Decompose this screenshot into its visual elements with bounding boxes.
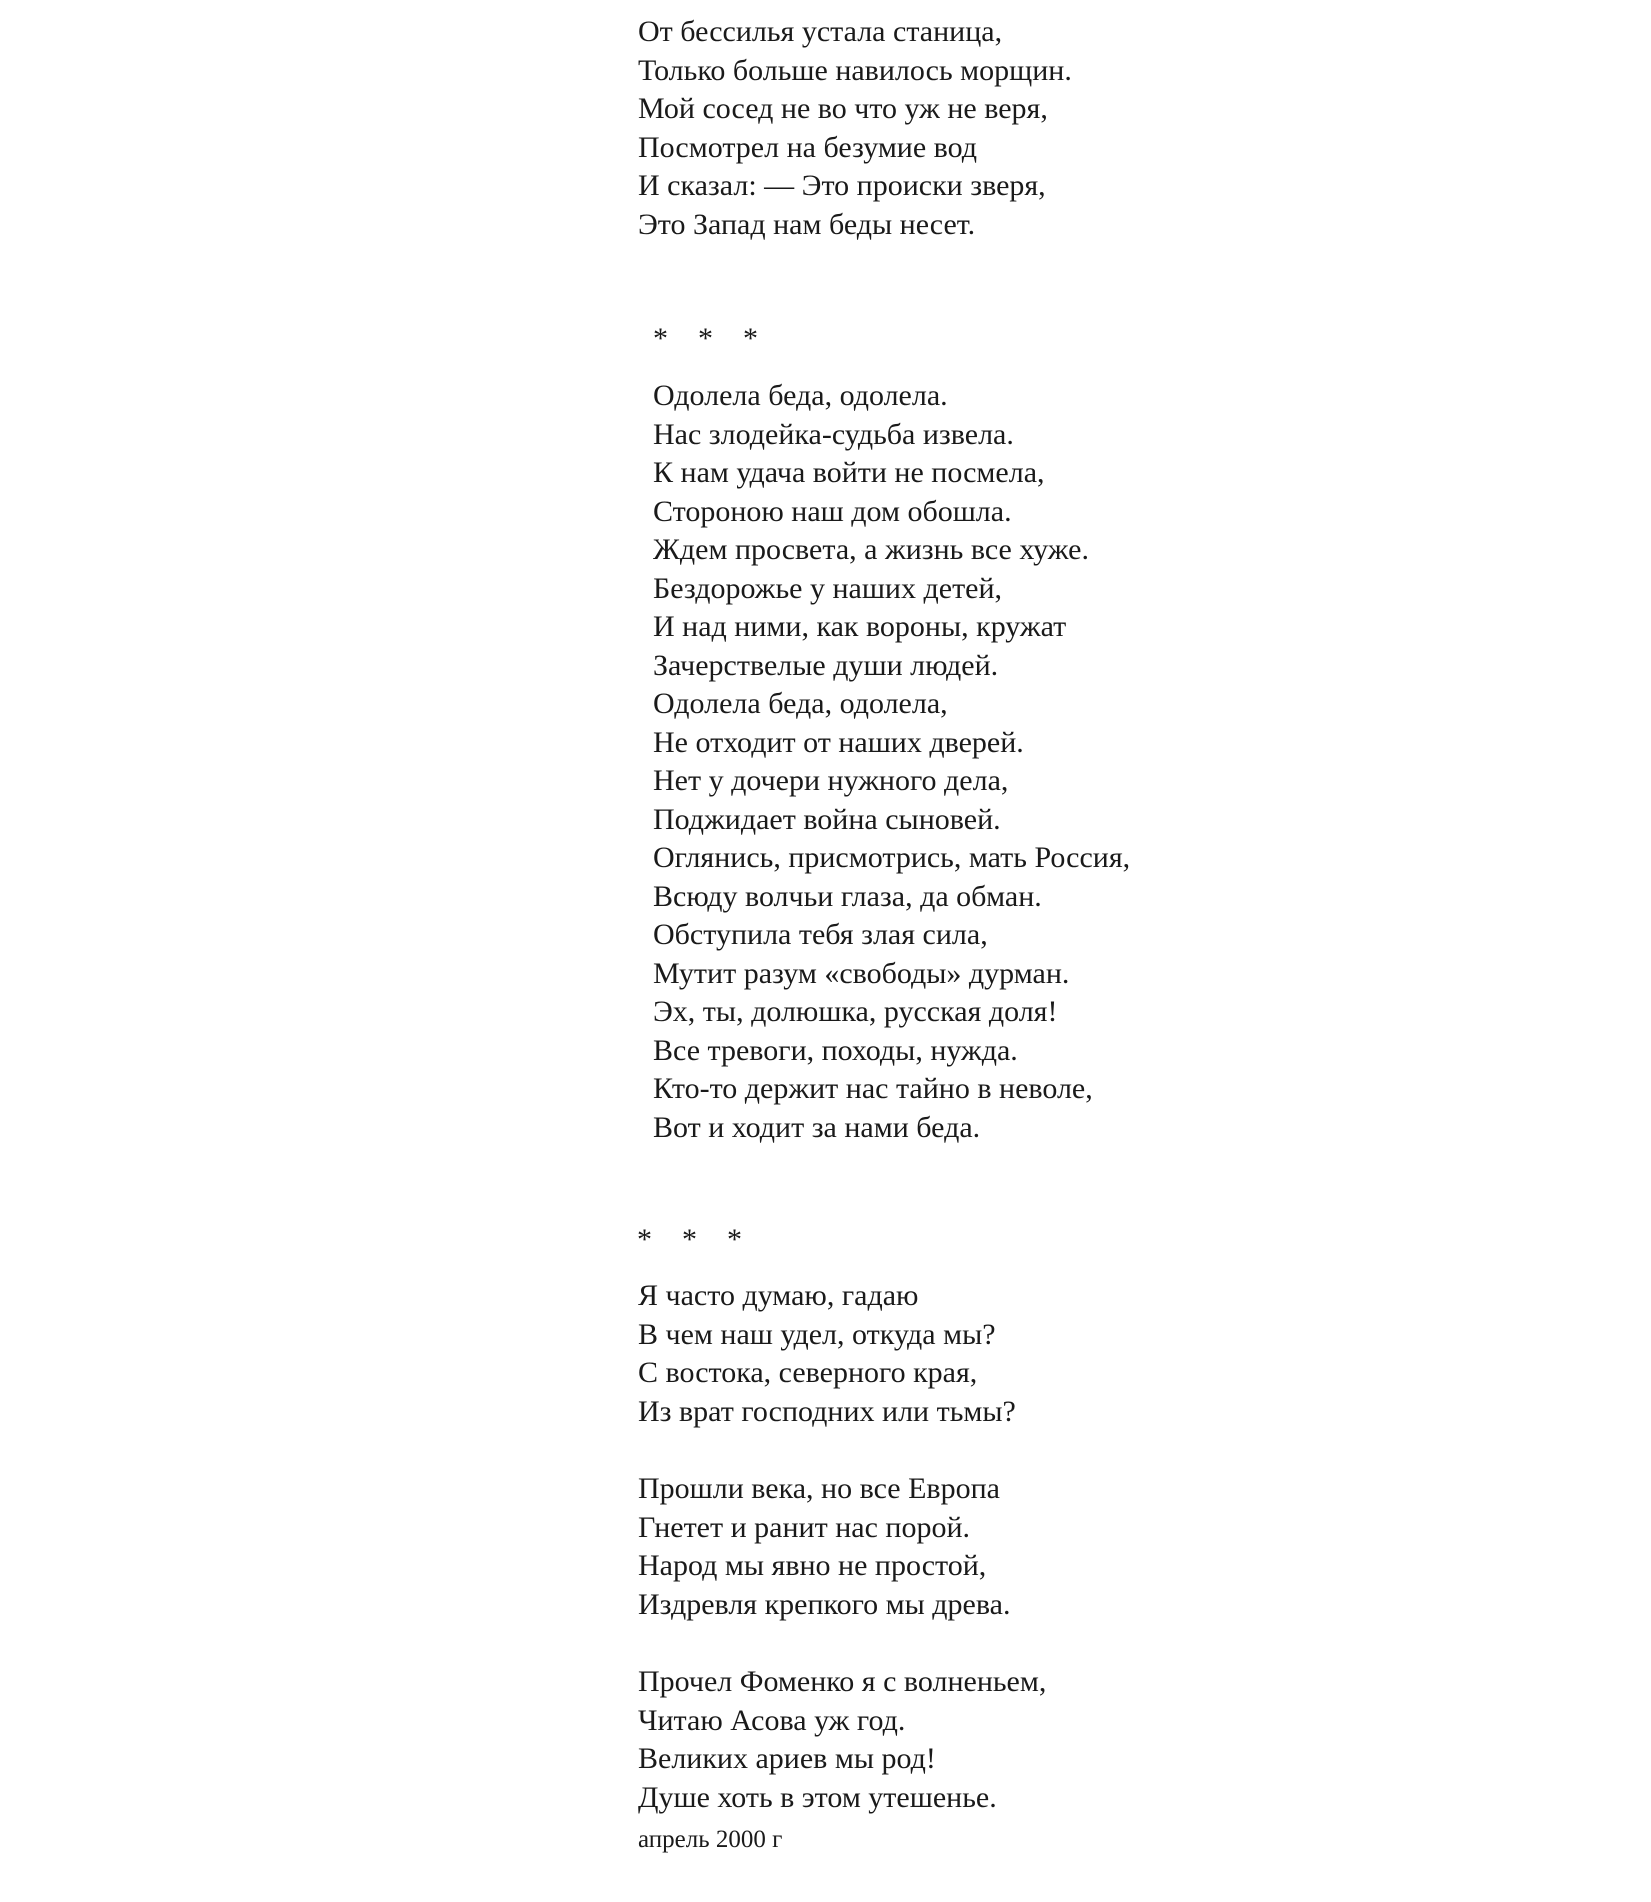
verse-line: С востока, северного края, (638, 1356, 978, 1389)
verse-line: К нам удача войти не посмела, (653, 456, 1045, 489)
poem-date: апрель 2000 г (638, 1826, 783, 1853)
verse-line: Народ мы явно не простой, (638, 1549, 987, 1582)
verse-line: Не отходит от наших дверей. (653, 725, 1024, 759)
verse-line: От бессилья устала станица, (638, 15, 1003, 48)
section-separator: * * * (653, 322, 758, 355)
verse-line: Всюду волчьи глаза, да обман. (653, 879, 1042, 913)
verse-line: Мутит разум «свободы» дурман. (653, 956, 1070, 990)
verse-line: Читаю Асова уж год. (638, 1703, 906, 1737)
stanza-2 (653, 377, 1130, 1147)
verse-line: Оглянись, присмотрись, мать Россия, (653, 841, 1131, 874)
verse-line: Нас злодейка-судьба извела. (653, 417, 1014, 451)
verse-line: Ждем просвета, а жизнь все хуже. (653, 533, 1089, 566)
verse-line: Посмотрел на безумие вод (638, 130, 978, 164)
verse-line: Зачерствелые души людей. (653, 648, 999, 682)
verse-line: Великих ариев мы род! (638, 1742, 936, 1775)
verse-line: Одолела беда, одолела. (653, 379, 948, 412)
stanza-4 (638, 1470, 1010, 1624)
verse-line: Бездорожье у наших детей, (653, 571, 1003, 605)
verse-line: Кто-то держит нас тайно в неволе, (653, 1072, 1093, 1105)
verse-line: Эх, ты, долюшка, русская доля! (653, 995, 1058, 1028)
verse-line: И сказал: — Это происки зверя, (638, 169, 1046, 202)
verse-line: Одолела беда, одолела, (653, 687, 948, 720)
verse-line: В чем наш удел, откуда мы? (638, 1317, 996, 1351)
verse-line: Обступила тебя злая сила, (653, 918, 988, 951)
verse-line: Вот и ходит за нами беда. (653, 1110, 981, 1144)
verse-line: Все тревоги, походы, нужда. (653, 1033, 1018, 1067)
verse-line: Душе хоть в этом утешенье. (638, 1780, 997, 1814)
verse-line: Это Запад нам беды несет. (638, 207, 976, 241)
verse-line: Только больше навилось морщин. (638, 53, 1072, 87)
stanza-5 (638, 1663, 1046, 1817)
verse-line: Прочел Фоменко я с волненьем, (638, 1665, 1047, 1698)
stanza-3 (638, 1277, 1016, 1431)
verse-line: Прошли века, но все Европа (638, 1472, 1000, 1505)
verse-line: Из врат господних или тьмы? (638, 1394, 1016, 1428)
section-separator: * * * (637, 1223, 742, 1256)
verse-line: Нет у дочери нужного дела, (653, 764, 1009, 797)
verse-line: Поджидает война сыновей. (653, 802, 1001, 836)
verse-line: Гнетет и ранит нас порой. (638, 1510, 970, 1544)
verse-line: Издревля крепкого мы древа. (638, 1587, 1011, 1621)
verse-line: Стороною наш дом обошла. (653, 494, 1012, 528)
verse-line: И над ними, как вороны, кружат (653, 610, 1067, 643)
stanza-1 (638, 13, 1072, 244)
verse-line: Мой сосед не во что уж не веря, (638, 92, 1048, 125)
verse-line: Я часто думаю, гадаю (638, 1279, 919, 1312)
